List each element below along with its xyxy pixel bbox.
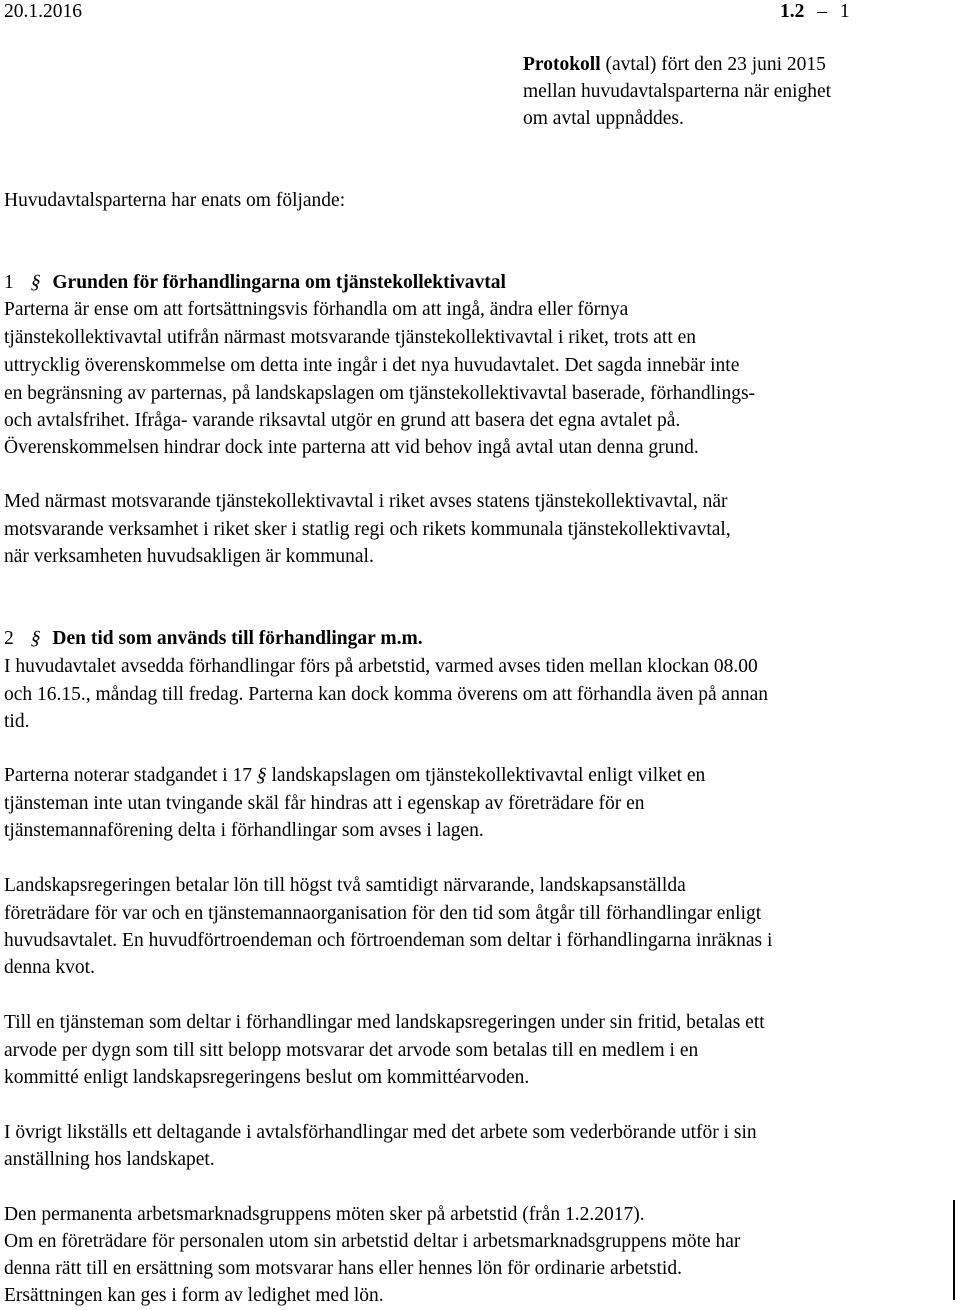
s1-p1-line-1: Parterna är ense om att fortsättningsvis förhandla om att ingå, ändra eller förnya xyxy=(4,299,629,320)
s1-p2-line-1: Med närmast motsvarande tjänstekollektivavtal i riket avses statens tjänstekollektivavtal, när xyxy=(4,491,728,512)
s2-p6-line-1: Den permanenta arbetsmarknadsgruppens möten sker på arbetstid (från 1.2.2017). xyxy=(4,1204,645,1225)
document-date: 20.1.2016 xyxy=(4,1,82,22)
s1-p1-line-4: en begränsning av parternas, på landskapslagen om tjänstekollektivavtal baserade, förhandlings- xyxy=(4,383,756,404)
s2-p6-line-4: Ersättningen kan ges i form av ledighet med lön. xyxy=(4,1285,384,1306)
section-2-number: 2 xyxy=(4,628,14,649)
separator-dash: – xyxy=(817,1,827,22)
section-1-number: 1 xyxy=(4,272,14,293)
s2-p2-line-2: tjänsteman inte utan tvingande skäl får hindras att i egenskap av företrädare för en xyxy=(4,793,645,814)
s2-p4-line-3: kommitté enligt landskapsregeringens beslut om kommittéarvoden. xyxy=(4,1067,530,1088)
section-1-heading xyxy=(4,269,506,297)
protocol-line1-rest: (avtal) fört den 23 juni 2015 xyxy=(600,54,826,75)
s2-p2-line-1-after: landskapslagen om tjänstekollektivavtal enligt vilket en xyxy=(266,765,706,786)
paragraph-symbol: § xyxy=(254,765,269,786)
s1-p1-line-3: uttrycklig överenskommelse om detta inte ingår i det nya huvudavtalet. Det sagda innebär inte xyxy=(4,355,740,376)
section-2-title: Den tid som används till förhandlingar m.m. xyxy=(52,628,423,649)
s1-p1-line-6: Överenskommelsen hindrar dock inte parterna att vid behov ingå avtal utan denna grund. xyxy=(4,437,699,458)
s2-p5-line-1: I övrigt likställs ett deltagande i avtalsförhandlingar med det arbete som vederbörande utför i sin xyxy=(4,1122,757,1143)
s2-p3-line-2: företrädare för var och en tjänstemannaorganisation för den tid som åtgår till förhandlingar enligt xyxy=(4,903,762,924)
margin-change-bar xyxy=(953,1200,955,1300)
s2-p3-line-1: Landskapsregeringen betalar lön till högst två samtidigt närvarande, landskapsanställda xyxy=(4,875,686,896)
page-number: 1 xyxy=(839,1,850,22)
s2-p2-line-1 xyxy=(4,762,705,790)
s2-p4-line-1: Till en tjänsteman som deltar i förhandlingar med landskapsregeringen under sin fritid, betalas ett xyxy=(4,1012,765,1033)
s2-p3-line-4: denna kvot. xyxy=(4,957,95,978)
s2-p2-line-3: tjänstemannaförening delta i förhandlingar som avses i lagen. xyxy=(4,820,484,841)
s1-p1-line-5: och avtalsfrihet. Ifråga- varande riksavtal utgör en grund att basera det egna avtalet på. xyxy=(4,410,681,431)
intro-text: Huvudavtalsparterna har enats om följande: xyxy=(4,190,346,211)
s2-p3-line-3: huvudsavtalet. En huvudförtroendeman och förtroendeman som deltar i förhandlingarna inräknas i xyxy=(4,930,773,951)
paragraph-symbol: § xyxy=(28,628,43,649)
s2-p1-line-1: I huvudavtalet avsedda förhandlingar förs på arbetstid, varmed avses tiden mellan klockan 08.00 xyxy=(4,656,758,677)
s1-p1-line-2: tjänstekollektivavtal utifrån närmast motsvarande tjänstekollektivavtal i riket, trots att en xyxy=(4,327,697,348)
paragraph-symbol: § xyxy=(28,272,43,293)
s2-p6-line-3: denna rätt till en ersättning som motsvarar hans eller hennes lön för ordinarie arbetstid. xyxy=(4,1258,682,1279)
s2-p6-line-2: Om en företrädare för personalen utom sin arbetstid deltar i arbetsmarknadsgruppens möte har xyxy=(4,1231,741,1252)
section-number: 1.2 xyxy=(780,1,805,22)
s2-p2-line-1-before: Parterna noterar stadgandet i 17 xyxy=(4,765,257,786)
protocol-line-2: mellan huvudavtalsparterna när enighet xyxy=(523,81,832,102)
s1-p2-line-2: motsvarande verksamhet i riket sker i statlig regi och rikets kommunala tjänstekollektivavtal, xyxy=(4,519,731,540)
protocol-title xyxy=(523,51,826,79)
section-2-heading xyxy=(4,625,423,653)
s2-p1-line-3: tid. xyxy=(4,711,30,732)
s2-p1-line-2: och 16.15., måndag till fredag. Parterna kan dock komma överens om att förhandla även på annan xyxy=(4,684,769,705)
protocol-bold-word: Protokoll xyxy=(523,54,601,75)
page-reference xyxy=(780,0,850,26)
section-1-title: Grunden för förhandlingarna om tjänstekollektivavtal xyxy=(52,272,506,293)
s2-p4-line-2: arvode per dygn som till sitt belopp motsvarar det arvode som betalas till en medlem i en xyxy=(4,1040,699,1061)
protocol-line-3: om avtal uppnåddes. xyxy=(523,108,684,129)
s1-p2-line-3: när verksamheten huvudsakligen är kommunal. xyxy=(4,546,374,567)
s2-p5-line-2: anställning hos landskapet. xyxy=(4,1149,215,1170)
